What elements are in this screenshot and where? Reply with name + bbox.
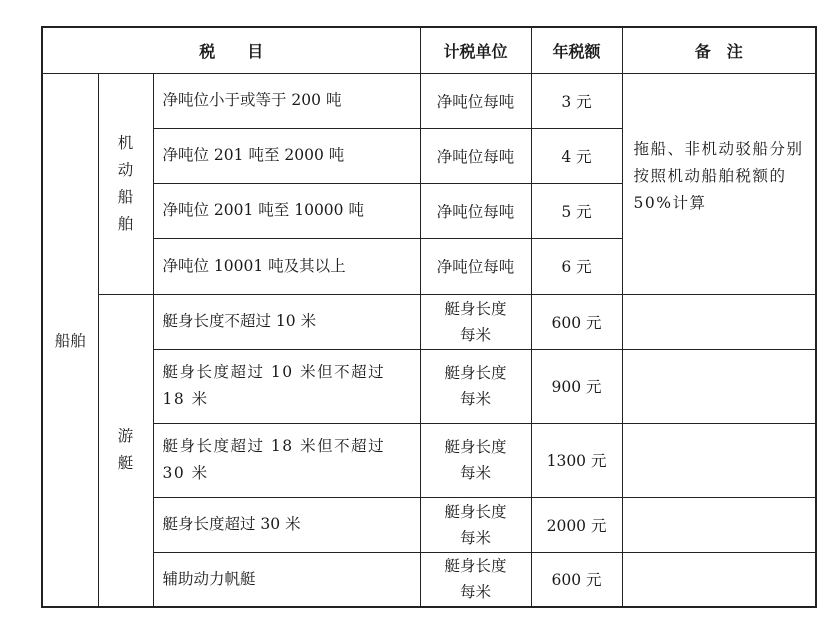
category-vessel-cell [42, 73, 98, 607]
amount-cell: 6 元 [531, 238, 622, 294]
amount-cell: 600 元 [531, 294, 622, 349]
remark-cell [622, 294, 816, 349]
amount-cell: 3 元 [531, 73, 622, 128]
yacht-label [98, 294, 153, 607]
unit-cell: 净吨位每吨 [420, 183, 531, 238]
item-cell: 艇身长度不超过 10 米 [153, 294, 420, 349]
table-row [42, 552, 816, 607]
amount-cell: 4 元 [531, 128, 622, 183]
category-label: 船舶 [54, 331, 86, 350]
header-annual-amount: 年税额 [531, 27, 622, 73]
unit-cell [420, 349, 531, 423]
motor-label-char: 机 [117, 133, 134, 152]
yacht-label-char: 游 [117, 427, 134, 446]
remark-cell [622, 497, 816, 552]
table-row [42, 349, 816, 423]
table-row [42, 497, 816, 552]
unit-line: 艇身长度 [444, 502, 507, 521]
unit-line: 每米 [460, 390, 492, 408]
item-cell: 艇身长度超过 10 米但不超过 18 米 [153, 349, 420, 423]
remark-cell [622, 73, 816, 294]
remark-cell [622, 423, 816, 497]
amount-cell: 900 元 [531, 349, 622, 423]
table-row [42, 73, 816, 128]
header-tax-item: 税 目 [42, 27, 420, 73]
unit-cell [420, 294, 531, 349]
amount-cell: 1300 元 [531, 423, 622, 497]
remark-cell [622, 349, 816, 423]
yacht-label-char: 艇 [117, 454, 134, 473]
amount-cell: 5 元 [531, 183, 622, 238]
unit-cell: 净吨位每吨 [420, 238, 531, 294]
table-row [42, 294, 816, 349]
remark-cell [622, 552, 816, 607]
item-cell: 辅助动力帆艇 [153, 552, 420, 607]
motor-vessel-label [98, 73, 153, 294]
amount-cell: 2000 元 [531, 497, 622, 552]
unit-line: 每米 [460, 464, 492, 482]
unit-line: 每米 [460, 528, 492, 547]
unit-line: 艇身长度 [444, 438, 507, 456]
unit-line: 每米 [460, 325, 492, 344]
header-remark: 备 注 [622, 27, 816, 73]
item-cell: 净吨位 201 吨至 2000 吨 [153, 128, 420, 183]
item-cell: 净吨位小于或等于 200 吨 [153, 73, 420, 128]
item-cell: 艇身长度超过 30 米 [153, 497, 420, 552]
header-tax-unit: 计税单位 [420, 27, 531, 73]
amount-cell: 600 元 [531, 552, 622, 607]
motor-label-char: 舶 [117, 214, 134, 233]
vessel-tax-table [41, 26, 817, 608]
motor-label-char: 船 [117, 187, 134, 206]
unit-cell: 净吨位每吨 [420, 128, 531, 183]
unit-cell [420, 552, 531, 607]
unit-line: 每米 [460, 583, 492, 602]
table-header-row [42, 27, 816, 73]
unit-line: 艇身长度 [444, 364, 507, 382]
unit-cell [420, 497, 531, 552]
item-cell: 净吨位 10001 吨及其以上 [153, 238, 420, 294]
unit-line: 艇身长度 [444, 299, 507, 318]
motor-label-char: 动 [117, 160, 134, 179]
unit-line: 艇身长度 [444, 557, 507, 576]
item-cell: 艇身长度超过 18 米但不超过 30 米 [153, 423, 420, 497]
table-row [42, 423, 816, 497]
item-cell: 净吨位 2001 吨至 10000 吨 [153, 183, 420, 238]
unit-cell: 净吨位每吨 [420, 73, 531, 128]
remark-text: 拖船、非机动驳船分别按照机动船舶税额的 50%计算 [633, 139, 804, 212]
unit-cell [420, 423, 531, 497]
